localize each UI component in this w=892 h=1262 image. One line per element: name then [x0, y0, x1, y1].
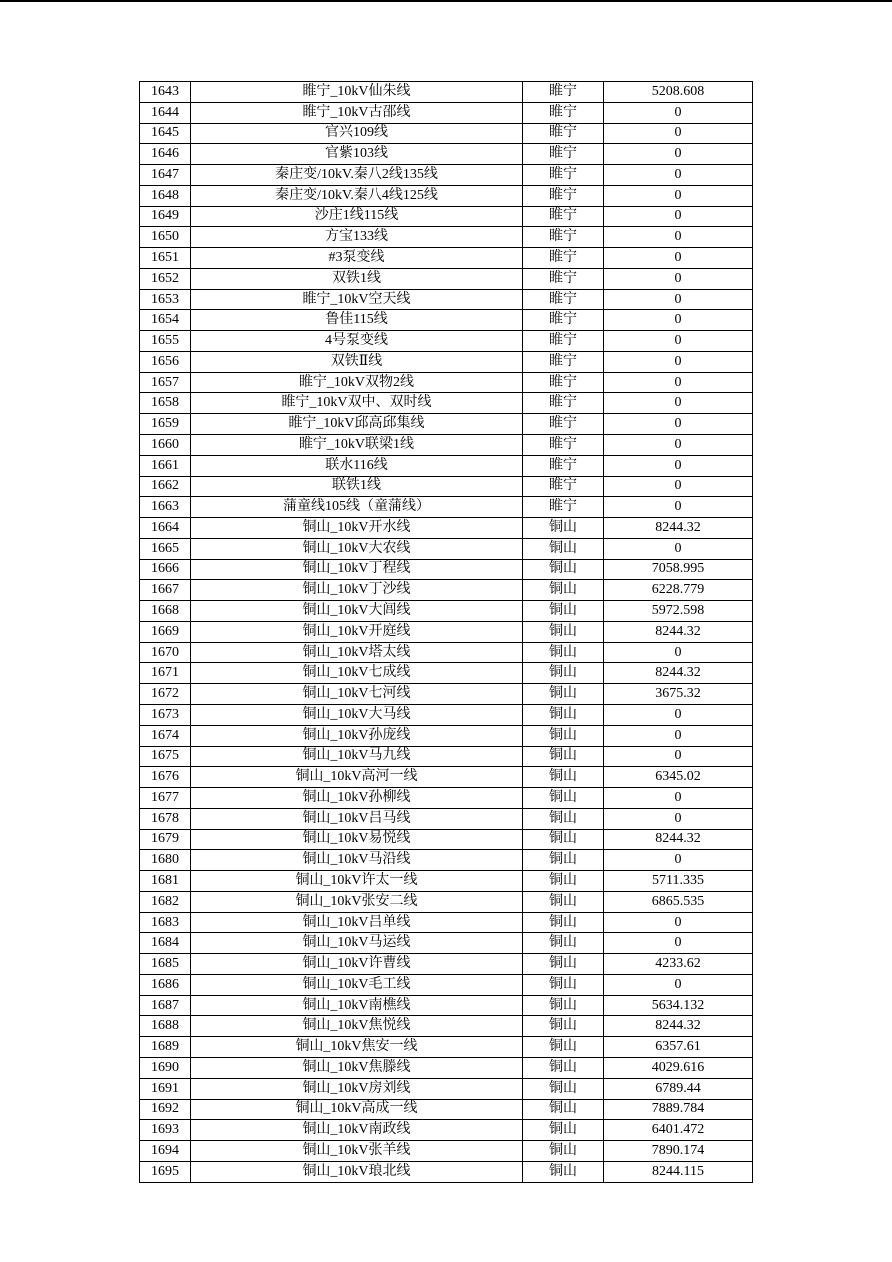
- value-cell: 7058.995: [604, 559, 753, 580]
- area-cell: 睢宁: [523, 331, 604, 352]
- line-name-cell: 铜山_10kV房刘线: [191, 1078, 523, 1099]
- line-name-cell: 铜山_10kV南樵线: [191, 995, 523, 1016]
- area-cell: 铜山: [523, 704, 604, 725]
- value-cell: 8244.32: [604, 621, 753, 642]
- value-cell: 0: [604, 289, 753, 310]
- area-cell: 铜山: [523, 1057, 604, 1078]
- line-name-cell: 睢宁_10kV仙朱线: [191, 82, 523, 103]
- table-row: [140, 1016, 753, 1037]
- value-cell: 0: [604, 704, 753, 725]
- row-id-cell: 1672: [140, 684, 191, 705]
- value-cell: 0: [604, 476, 753, 497]
- line-name-cell: 铜山_10kV易悦线: [191, 829, 523, 850]
- value-cell: 0: [604, 227, 753, 248]
- value-cell: 0: [604, 414, 753, 435]
- table-row: [140, 933, 753, 954]
- area-cell: 睢宁: [523, 82, 604, 103]
- area-cell: 铜山: [523, 684, 604, 705]
- area-cell: 铜山: [523, 808, 604, 829]
- table-row: [140, 455, 753, 476]
- value-cell: 4029.616: [604, 1057, 753, 1078]
- value-cell: 7890.174: [604, 1141, 753, 1162]
- row-id-cell: 1682: [140, 891, 191, 912]
- row-id-cell: 1647: [140, 165, 191, 186]
- line-name-cell: 铜山_10kV张羊线: [191, 1141, 523, 1162]
- table-row: [140, 663, 753, 684]
- area-cell: 铜山: [523, 663, 604, 684]
- table-row: [140, 995, 753, 1016]
- line-name-cell: 铜山_10kV开庭线: [191, 621, 523, 642]
- row-id-cell: 1675: [140, 746, 191, 767]
- area-cell: 铜山: [523, 1099, 604, 1120]
- row-id-cell: 1643: [140, 82, 191, 103]
- area-cell: 睢宁: [523, 123, 604, 144]
- value-cell: 8244.32: [604, 663, 753, 684]
- area-cell: 睢宁: [523, 455, 604, 476]
- table-row: [140, 684, 753, 705]
- table-row: [140, 808, 753, 829]
- row-id-cell: 1683: [140, 912, 191, 933]
- line-name-cell: 铜山_10kV吕马线: [191, 808, 523, 829]
- line-name-cell: 铜山_10kV高河一线: [191, 767, 523, 788]
- value-cell: 6345.02: [604, 767, 753, 788]
- area-cell: 铜山: [523, 788, 604, 809]
- table-body: [140, 82, 753, 1183]
- area-cell: 睢宁: [523, 435, 604, 456]
- line-name-cell: 官兴109线: [191, 123, 523, 144]
- table-row: [140, 144, 753, 165]
- table-row: [140, 123, 753, 144]
- line-name-cell: 铜山_10kV孙庞线: [191, 725, 523, 746]
- value-cell: 0: [604, 912, 753, 933]
- line-name-cell: 铜山_10kV大农线: [191, 538, 523, 559]
- row-id-cell: 1694: [140, 1141, 191, 1162]
- row-id-cell: 1691: [140, 1078, 191, 1099]
- value-cell: 0: [604, 933, 753, 954]
- row-id-cell: 1667: [140, 580, 191, 601]
- area-cell: 铜山: [523, 1016, 604, 1037]
- area-cell: 睢宁: [523, 393, 604, 414]
- table-row: [140, 725, 753, 746]
- row-id-cell: 1664: [140, 518, 191, 539]
- value-cell: 5208.608: [604, 82, 753, 103]
- area-cell: 铜山: [523, 1120, 604, 1141]
- table-row: [140, 788, 753, 809]
- area-cell: 铜山: [523, 1141, 604, 1162]
- area-cell: 睢宁: [523, 206, 604, 227]
- row-id-cell: 1681: [140, 871, 191, 892]
- table-row: [140, 767, 753, 788]
- line-name-cell: 铜山_10kV焦安一线: [191, 1037, 523, 1058]
- line-name-cell: 铜山_10kV高成一线: [191, 1099, 523, 1120]
- row-id-cell: 1670: [140, 642, 191, 663]
- value-cell: 0: [604, 455, 753, 476]
- value-cell: 0: [604, 268, 753, 289]
- value-cell: 4233.62: [604, 954, 753, 975]
- table-row: [140, 289, 753, 310]
- row-id-cell: 1685: [140, 954, 191, 975]
- table-row: [140, 268, 753, 289]
- row-id-cell: 1688: [140, 1016, 191, 1037]
- row-id-cell: 1679: [140, 829, 191, 850]
- value-cell: 0: [604, 123, 753, 144]
- area-cell: 铜山: [523, 829, 604, 850]
- value-cell: 0: [604, 331, 753, 352]
- line-name-cell: 联铁1线: [191, 476, 523, 497]
- value-cell: 6401.472: [604, 1120, 753, 1141]
- value-cell: 0: [604, 850, 753, 871]
- table-row: [140, 954, 753, 975]
- page-top-rule: [0, 0, 892, 2]
- table-row: [140, 912, 753, 933]
- row-id-cell: 1654: [140, 310, 191, 331]
- area-cell: 睢宁: [523, 497, 604, 518]
- line-name-cell: 铜山_10kV马九线: [191, 746, 523, 767]
- area-cell: 睢宁: [523, 185, 604, 206]
- line-data-table: [139, 81, 753, 1183]
- value-cell: 0: [604, 248, 753, 269]
- table-row: [140, 974, 753, 995]
- row-id-cell: 1695: [140, 1161, 191, 1182]
- table-row: [140, 1099, 753, 1120]
- table-row: [140, 102, 753, 123]
- area-cell: 铜山: [523, 559, 604, 580]
- row-id-cell: 1661: [140, 455, 191, 476]
- row-id-cell: 1673: [140, 704, 191, 725]
- value-cell: 0: [604, 102, 753, 123]
- value-cell: 0: [604, 206, 753, 227]
- row-id-cell: 1666: [140, 559, 191, 580]
- table-row: [140, 1161, 753, 1182]
- line-name-cell: 铜山_10kV七成线: [191, 663, 523, 684]
- value-cell: 0: [604, 497, 753, 518]
- row-id-cell: 1660: [140, 435, 191, 456]
- value-cell: 8244.32: [604, 518, 753, 539]
- value-cell: 0: [604, 165, 753, 186]
- value-cell: 0: [604, 310, 753, 331]
- line-name-cell: 铜山_10kV大闾线: [191, 601, 523, 622]
- row-id-cell: 1693: [140, 1120, 191, 1141]
- value-cell: 5972.598: [604, 601, 753, 622]
- area-cell: 铜山: [523, 1037, 604, 1058]
- area-cell: 睢宁: [523, 144, 604, 165]
- line-name-cell: 铜山_10kV张安二线: [191, 891, 523, 912]
- row-id-cell: 1646: [140, 144, 191, 165]
- area-cell: 铜山: [523, 621, 604, 642]
- line-name-cell: 铜山_10kV焦悦线: [191, 1016, 523, 1037]
- table-row: [140, 331, 753, 352]
- line-name-cell: 双铁Ⅱ线: [191, 351, 523, 372]
- row-id-cell: 1680: [140, 850, 191, 871]
- row-id-cell: 1649: [140, 206, 191, 227]
- area-cell: 睢宁: [523, 248, 604, 269]
- row-id-cell: 1692: [140, 1099, 191, 1120]
- area-cell: 睢宁: [523, 289, 604, 310]
- value-cell: 8244.115: [604, 1161, 753, 1182]
- table-row: [140, 165, 753, 186]
- value-cell: 0: [604, 185, 753, 206]
- table-row: [140, 538, 753, 559]
- value-cell: 6865.535: [604, 891, 753, 912]
- line-name-cell: 秦庄变/10kV.秦八4线125线: [191, 185, 523, 206]
- value-cell: 6789.44: [604, 1078, 753, 1099]
- row-id-cell: 1653: [140, 289, 191, 310]
- line-name-cell: 铜山_10kV开水线: [191, 518, 523, 539]
- value-cell: 5711.335: [604, 871, 753, 892]
- value-cell: 0: [604, 393, 753, 414]
- area-cell: 铜山: [523, 995, 604, 1016]
- area-cell: 铜山: [523, 954, 604, 975]
- row-id-cell: 1684: [140, 933, 191, 954]
- row-id-cell: 1690: [140, 1057, 191, 1078]
- table-row: [140, 601, 753, 622]
- row-id-cell: 1655: [140, 331, 191, 352]
- table-row: [140, 310, 753, 331]
- area-cell: 睢宁: [523, 372, 604, 393]
- line-name-cell: 铜山_10kV焦滕线: [191, 1057, 523, 1078]
- area-cell: 铜山: [523, 725, 604, 746]
- line-name-cell: 铜山_10kV马运线: [191, 933, 523, 954]
- table-row: [140, 351, 753, 372]
- table-row: [140, 414, 753, 435]
- table-row: [140, 476, 753, 497]
- line-name-cell: 沙庄1线115线: [191, 206, 523, 227]
- line-name-cell: 蒲童线105线（童蒲线）: [191, 497, 523, 518]
- table-row: [140, 642, 753, 663]
- table-row: [140, 850, 753, 871]
- line-name-cell: 4号泵变线: [191, 331, 523, 352]
- area-cell: 铜山: [523, 642, 604, 663]
- value-cell: 0: [604, 372, 753, 393]
- table-row: [140, 829, 753, 850]
- line-name-cell: 睢宁_10kV联梁1线: [191, 435, 523, 456]
- line-name-cell: 秦庄变/10kV.秦八2线135线: [191, 165, 523, 186]
- row-id-cell: 1644: [140, 102, 191, 123]
- line-name-cell: 睢宁_10kV古邵线: [191, 102, 523, 123]
- area-cell: 铜山: [523, 518, 604, 539]
- value-cell: 0: [604, 788, 753, 809]
- value-cell: 0: [604, 538, 753, 559]
- area-cell: 铜山: [523, 538, 604, 559]
- value-cell: 3675.32: [604, 684, 753, 705]
- value-cell: 8244.32: [604, 1016, 753, 1037]
- row-id-cell: 1645: [140, 123, 191, 144]
- value-cell: 8244.32: [604, 829, 753, 850]
- area-cell: 睢宁: [523, 476, 604, 497]
- table-row: [140, 1057, 753, 1078]
- row-id-cell: 1668: [140, 601, 191, 622]
- table-row: [140, 746, 753, 767]
- row-id-cell: 1677: [140, 788, 191, 809]
- area-cell: 睢宁: [523, 351, 604, 372]
- table-row: [140, 871, 753, 892]
- table-row: [140, 1120, 753, 1141]
- table-row: [140, 518, 753, 539]
- line-name-cell: 铜山_10kV琅北线: [191, 1161, 523, 1182]
- line-name-cell: 睢宁_10kV邱高邱集线: [191, 414, 523, 435]
- area-cell: 睢宁: [523, 102, 604, 123]
- area-cell: 睢宁: [523, 165, 604, 186]
- row-id-cell: 1663: [140, 497, 191, 518]
- table-row: [140, 206, 753, 227]
- row-id-cell: 1657: [140, 372, 191, 393]
- table-row: [140, 1078, 753, 1099]
- value-cell: 0: [604, 642, 753, 663]
- area-cell: 睢宁: [523, 227, 604, 248]
- area-cell: 铜山: [523, 933, 604, 954]
- table-row: [140, 704, 753, 725]
- table-row: [140, 435, 753, 456]
- table-row: [140, 1141, 753, 1162]
- row-id-cell: 1652: [140, 268, 191, 289]
- line-name-cell: 铜山_10kV丁程线: [191, 559, 523, 580]
- row-id-cell: 1658: [140, 393, 191, 414]
- line-name-cell: 铜山_10kV大马线: [191, 704, 523, 725]
- line-name-cell: 睢宁_10kV双中、双时线: [191, 393, 523, 414]
- line-name-cell: 铜山_10kV毛工线: [191, 974, 523, 995]
- line-name-cell: 睢宁_10kV双物2线: [191, 372, 523, 393]
- table-row: [140, 393, 753, 414]
- row-id-cell: 1662: [140, 476, 191, 497]
- row-id-cell: 1656: [140, 351, 191, 372]
- line-name-cell: 铜山_10kV吕单线: [191, 912, 523, 933]
- line-name-cell: 铜山_10kV孙柳线: [191, 788, 523, 809]
- area-cell: 铜山: [523, 1161, 604, 1182]
- value-cell: 6228.779: [604, 580, 753, 601]
- row-id-cell: 1669: [140, 621, 191, 642]
- area-cell: 睢宁: [523, 268, 604, 289]
- line-name-cell: 官紫103线: [191, 144, 523, 165]
- row-id-cell: 1651: [140, 248, 191, 269]
- area-cell: 铜山: [523, 871, 604, 892]
- row-id-cell: 1678: [140, 808, 191, 829]
- table-row: [140, 227, 753, 248]
- value-cell: 0: [604, 435, 753, 456]
- area-cell: 铜山: [523, 850, 604, 871]
- row-id-cell: 1671: [140, 663, 191, 684]
- table-row: [140, 891, 753, 912]
- area-cell: 铜山: [523, 746, 604, 767]
- row-id-cell: 1686: [140, 974, 191, 995]
- row-id-cell: 1648: [140, 185, 191, 206]
- line-name-cell: 联水116线: [191, 455, 523, 476]
- line-name-cell: 睢宁_10kV空天线: [191, 289, 523, 310]
- table-row: [140, 372, 753, 393]
- value-cell: 0: [604, 974, 753, 995]
- value-cell: 0: [604, 808, 753, 829]
- table-row: [140, 248, 753, 269]
- value-cell: 0: [604, 725, 753, 746]
- line-name-cell: 鲁佳115线: [191, 310, 523, 331]
- row-id-cell: 1659: [140, 414, 191, 435]
- value-cell: 0: [604, 351, 753, 372]
- table-row: [140, 580, 753, 601]
- line-name-cell: 铜山_10kV许太一线: [191, 871, 523, 892]
- area-cell: 铜山: [523, 767, 604, 788]
- line-name-cell: 方宝133线: [191, 227, 523, 248]
- line-name-cell: #3泵变线: [191, 248, 523, 269]
- table-row: [140, 621, 753, 642]
- table-row: [140, 185, 753, 206]
- line-name-cell: 双铁1线: [191, 268, 523, 289]
- area-cell: 铜山: [523, 891, 604, 912]
- line-name-cell: 铜山_10kV丁沙线: [191, 580, 523, 601]
- row-id-cell: 1674: [140, 725, 191, 746]
- area-cell: 铜山: [523, 974, 604, 995]
- table-row: [140, 82, 753, 103]
- area-cell: 铜山: [523, 601, 604, 622]
- table-row: [140, 559, 753, 580]
- row-id-cell: 1687: [140, 995, 191, 1016]
- area-cell: 铜山: [523, 912, 604, 933]
- line-name-cell: 铜山_10kV马沿线: [191, 850, 523, 871]
- area-cell: 铜山: [523, 580, 604, 601]
- area-cell: 睢宁: [523, 414, 604, 435]
- row-id-cell: 1689: [140, 1037, 191, 1058]
- value-cell: 0: [604, 746, 753, 767]
- area-cell: 睢宁: [523, 310, 604, 331]
- value-cell: 0: [604, 144, 753, 165]
- value-cell: 6357.61: [604, 1037, 753, 1058]
- line-name-cell: 铜山_10kV南政线: [191, 1120, 523, 1141]
- table-row: [140, 1037, 753, 1058]
- line-name-cell: 铜山_10kV塔太线: [191, 642, 523, 663]
- value-cell: 5634.132: [604, 995, 753, 1016]
- table-row: [140, 497, 753, 518]
- row-id-cell: 1676: [140, 767, 191, 788]
- line-name-cell: 铜山_10kV七河线: [191, 684, 523, 705]
- row-id-cell: 1665: [140, 538, 191, 559]
- line-name-cell: 铜山_10kV许曹线: [191, 954, 523, 975]
- area-cell: 铜山: [523, 1078, 604, 1099]
- row-id-cell: 1650: [140, 227, 191, 248]
- value-cell: 7889.784: [604, 1099, 753, 1120]
